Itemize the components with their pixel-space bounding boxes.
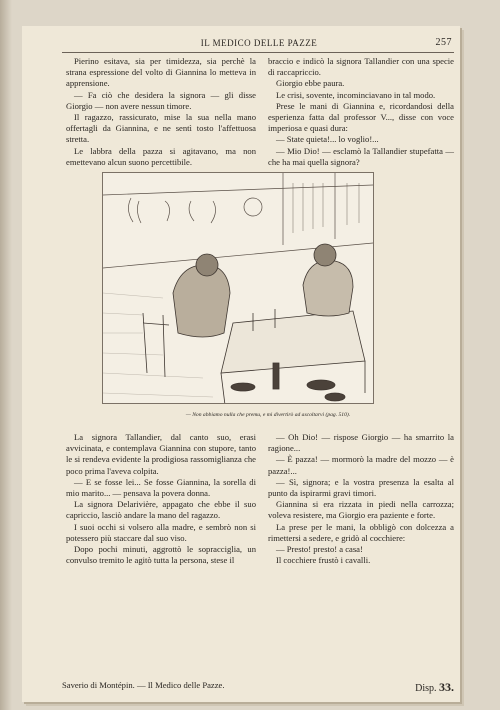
- paragraph: — E se fosse lei... Se fosse Giannina, la sorella di mio marito... — pensava la povera donna.: [66, 476, 256, 499]
- paragraph: Le crisi, sovente, incominciavano in tal modo.: [276, 89, 436, 100]
- paragraph: — State quieta!... lo voglio!...: [276, 134, 379, 145]
- paragraph: La prese per le mani, la obbligò con dolcezza a rimettersi a sedere, e gridò al cocchiere:: [268, 521, 454, 543]
- paragraph: Le labbra della pazza si agitavano, ma non emettevano alcun suono percettibile.: [66, 145, 256, 167]
- paragraph: Prese le mani di Giannina e, ricordandosi della esperienza fatta dal professor V..., disse con voce imperiosa e quasi dura:: [268, 100, 454, 134]
- paragraph: Il cocchiere frustò i cavalli.: [276, 555, 371, 566]
- paragraph: — È pazza! — mormorò la madre del mozzo — è pazza!...: [268, 454, 454, 476]
- paragraph: — Mio Dio! — esclamò la Tallandier stupefatta — che ha mai quella signora?: [268, 145, 454, 167]
- paragraph: — Fa ciò che desidera la signora — gli disse Giorgio — non avere nessun timore.: [66, 89, 256, 111]
- paragraph: — Sì, signora; e la vostra presenza la esalta al punto da ispirarmi gravi timori.: [268, 476, 454, 499]
- page-footer: [62, 680, 454, 694]
- book-page: [22, 26, 460, 702]
- paragraph: braccio e indicò la signora Tallandier con una specie di raccapriccio.: [268, 56, 454, 78]
- footer-signature: Saverio di Montépin. — Il Medico delle Pazze.: [62, 680, 225, 690]
- paragraph: Il ragazzo, rassicurato, mise la sua nella mano offertagli da Giannina, e ne sentì tosto l'affettuosa stretta.: [66, 112, 256, 145]
- running-header: [66, 38, 452, 52]
- paragraph: — Oh Dio! — rispose Giorgio — ha smarrito la ragione...: [268, 432, 454, 454]
- paragraph: I suoi occhi si volsero alla madre, e sembrò non si potessero più staccare dal suo viso.: [66, 521, 256, 543]
- paragraph: Pierino esitava, sia per timidezza, sia perchè la strana espressione del volto di Giannina lo metteva in apprensione.: [66, 56, 256, 89]
- running-title: IL MEDICO DELLE PAZZE: [200, 38, 318, 48]
- top-left-column: [66, 56, 256, 168]
- top-right-column: [268, 56, 454, 168]
- paragraph: Giorgio ebbe paura.: [276, 78, 345, 89]
- paragraph: Dopo pochi minuti, aggrottò le sopracciglia, un convulso tremito le agitò tutta la persona, stese il: [66, 544, 256, 566]
- page-number: 257: [435, 37, 452, 48]
- tavern-scene-drawing: [103, 173, 373, 403]
- header-rule: [62, 52, 454, 53]
- instalment-number: [415, 680, 454, 695]
- paragraph: La signora Tallandier, dal canto suo, erasi avvicinata, e contemplava Giannina con stupore, tanto le si rendeva evidente la prodigiosa rassomiglianza che poco prima l'aveva colpita.: [66, 432, 256, 476]
- engraving-illustration: [102, 172, 374, 404]
- instalment-label: Disp.: [415, 683, 437, 694]
- illustration-caption: — Non abbiamo nulla che premu, e mi divertirò ad ascoltarvi (pag. 510).: [185, 412, 351, 418]
- paragraph: Giannina si era rizzata in piedi nella carrozza; voleva resistere, ma Giorgio era paziente e forte.: [268, 499, 454, 521]
- paragraph: — Presto! presto! a casa!: [276, 544, 363, 555]
- paragraph: La signora Delarivière, appagato che ebbe il suo capriccio, lasciò andare la mano del ragazzo.: [66, 499, 256, 521]
- bottom-left-column: [66, 432, 256, 566]
- book-spine-shadow: [0, 0, 12, 710]
- instalment-value: 33.: [439, 680, 454, 694]
- bottom-right-column: [268, 432, 454, 566]
